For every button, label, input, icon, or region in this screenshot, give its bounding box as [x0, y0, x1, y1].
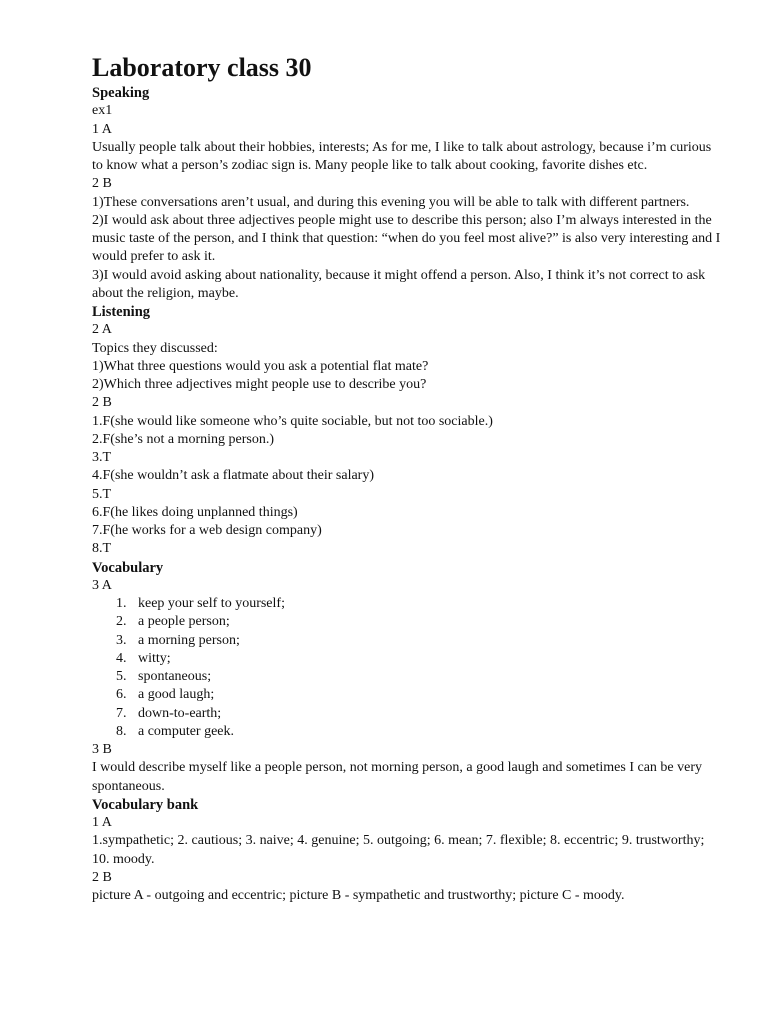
topics-label: Topics they discussed: — [92, 340, 218, 356]
list-item — [116, 668, 722, 686]
list-item-number: 4. — [116, 650, 127, 666]
answer-line: 4.F(she wouldn’t ask a flatmate about their salary) — [92, 468, 374, 484]
task-label: 2 B — [92, 395, 112, 411]
list-item — [116, 650, 722, 668]
task-label: 1 A — [92, 121, 112, 137]
question-line: 2)Which three adjectives might people use to describe you? — [92, 377, 427, 392]
section-heading-vocabulary: Vocabulary — [92, 559, 164, 576]
answer-line: 8.T — [92, 541, 112, 557]
list-item — [116, 705, 722, 723]
list-item-text: witty; — [138, 650, 171, 666]
task-label: 3 B — [92, 742, 112, 757]
list-item-text: a computer geek. — [138, 723, 235, 739]
list-item — [116, 613, 722, 631]
list-item-number: 5. — [116, 669, 127, 684]
list-item-text: a morning person; — [138, 632, 240, 648]
answer-line: 1.F(she would like someone who’s quite sociable, but not too sociable.) — [92, 413, 493, 429]
section-heading-listening: Listening — [92, 304, 151, 320]
task-label: 2 B — [92, 176, 112, 192]
list-item — [116, 632, 722, 650]
list-item-number: 8. — [116, 723, 127, 739]
list-item-text: spontaneous; — [138, 669, 212, 684]
list-item-text: a people person; — [138, 614, 230, 630]
task-label: 2 B — [92, 869, 112, 885]
answer-paragraph: 3)I would avoid asking about nationality, because it might offend a person. Also, I think it’s not correct to ask about the religion, maybe. — [92, 267, 706, 301]
answer-line: 7.F(he works for a web design company) — [92, 523, 322, 538]
list-item — [116, 595, 722, 613]
answer-paragraph: Usually people talk about their hobbies, interests; As for me, I like to talk about astrology, because i’m curious to know what a person’s zodiac sign is. Many people like to talk about cooking, favorite dishes etc. — [92, 139, 712, 173]
document-page — [92, 52, 722, 905]
list-item-text: keep your self to yourself; — [138, 596, 285, 611]
task-label: 1 A — [92, 815, 112, 830]
answer-paragraph: 1)These conversations aren’t usual, and during this evening you will be able to talk with different partners. — [92, 194, 690, 210]
task-label: 2 A — [92, 322, 112, 338]
answer-paragraph: picture A - outgoing and eccentric; picture B - sympathetic and trustworthy; picture C - moody. — [92, 888, 625, 903]
list-item-number: 3. — [116, 632, 127, 648]
list-item-number: 6. — [116, 687, 127, 703]
exercise-label: ex1 — [92, 103, 113, 119]
answer-line: 2.F(she’s not a morning person.) — [92, 431, 274, 447]
list-item-number: 7. — [116, 705, 127, 721]
list-item-text: a good laugh; — [138, 687, 215, 703]
answer-paragraph: 1.sympathetic; 2. cautious; 3. naive; 4. genuine; 5. outgoing; 6. mean; 7. flexible; 8. eccentric; 9. trustworthy; 10. moody. — [92, 833, 705, 867]
task-label: 3 A — [92, 577, 112, 593]
section-heading-speaking: Speaking — [92, 85, 150, 101]
list-item-number: 2. — [116, 614, 127, 630]
section-heading-vocabulary-bank: Vocabulary bank — [92, 796, 199, 813]
vocabulary-list — [92, 595, 722, 741]
question-line: 1)What three questions would you ask a potential flat mate? — [92, 358, 429, 374]
list-item — [116, 686, 722, 704]
answer-line: 6.F(he likes doing unplanned things) — [92, 504, 298, 520]
answer-line: 3.T — [92, 450, 112, 465]
page-title: Laboratory class 30 — [92, 53, 312, 82]
answer-paragraph: I would describe myself like a people person, not morning person, a good laugh and sometimes I can be very spontaneous. — [92, 760, 703, 794]
list-item — [116, 723, 722, 741]
list-item-text: down-to-earth; — [138, 705, 222, 721]
answer-paragraph: 2)I would ask about three adjectives people might use to describe this person; also I’m always interested in the music taste of the person, and I think that question: “when do you feel most alive?” is also very interesting and I would prefer to ask it. — [92, 212, 721, 265]
list-item-number: 1. — [116, 596, 127, 611]
answer-line: 5.T — [92, 486, 112, 502]
